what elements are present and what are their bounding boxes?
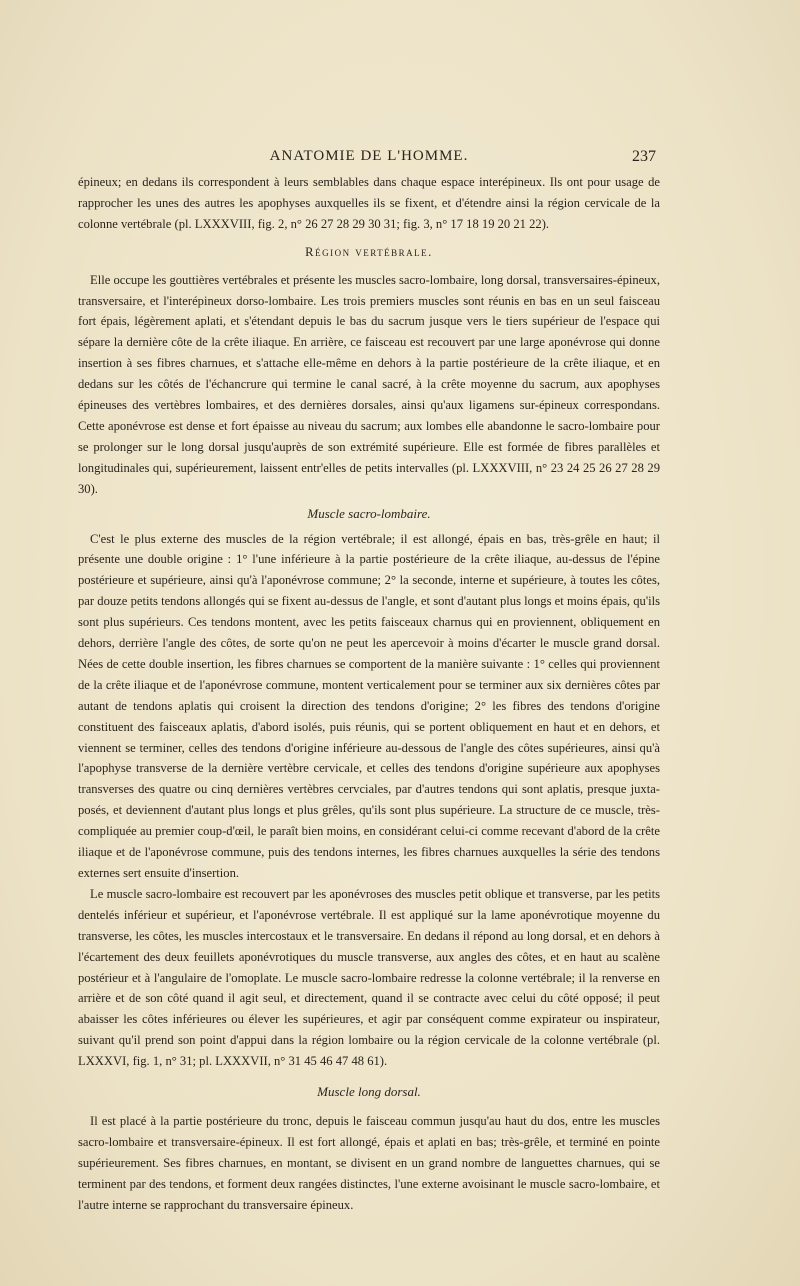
paragraph-intro: épineux; en dedans ils correspondent à leurs semblables dans chaque espace interépineux. Ils ont pour usage de rapprocher les unes des autres les apophyses auxquelles ils se fixent, et d'étendre ainsi la région cervicale de la colonne vertébrale (pl. LXXXVIII, fig. 2, n° 26 27 28 29 30 31; fig. 3, n° 17 18 19 20 21 22). [78, 175, 660, 231]
paragraph: C'est le plus externe des muscles de la région vertébrale; il est allongé, épais en bas, très-grêle en haut; il présente une double origine : 1° l'une inférieure à la partie postérieure de la crête iliaque, au-dessus de l'épine postérieure et supérieure, ainsi qu'à l'aponévrose commune; 2° la seconde, interne et supérieure, à toutes les côtes, par douze petits tendons allongés qui se fixent au-dessus de l'angle, et sont d'autant plus longs et moins épais, qu'ils sont plus supérieurs. Ces tendons montent, avec les petits faisceaux charnus qui en proviennent, obliquement en dehors, derrière l'angle des côtes, de sorte qu'on ne peut les apercevoir à moins d'écarter le muscle grand dorsal. Nées de cette double insertion, les fibres charnues se comportent de la manière suivante : 1° celles qui proviennent de la crête iliaque et de l'aponévrose commune, montent verticalement pour se terminer aux six dernières côtes par autant de tendons aplatis qui croisent la direction des tendons d'origine; 2° les fibres des tendons d'origine constituent des faisceaux aplatis, d'abord isolés, puis réunis, qui se portent obliquement en haut et en dehors, et viennent se terminer, celles des tendons d'origine inférieure au-dessous de l'angle des côtes supérieures, ainsi qu'à l'apophyse transverse de la dernière vertèbre cervicale, et celles des tendons d'origine supérieure aux apophyses transverses des quatre ou cinq dernières vertèbres cervciales, par d'autres tendons qui sont aplatis, presque juxta-posés, et deviennent d'autant plus longs et plus grêles, qu'ils sont plus supérieure. La structure de ce muscle, très-compliquée au premier coup-d'œil, le paraît bien moins, en considérant celui-ci comme recevant d'abord de la crête iliaque et de l'aponévrose commune, puis des tendons internes, les fibres charnues auxquelles la série des tendons externes sert ensuite d'insertion. [78, 531, 660, 880]
paragraph: Elle occupe les gouttières vertébrales et présente les muscles sacro-lombaire, long dorsal, transversaires-épineux, transversaire, et l'interépineux dorso-lombaire. Les trois premiers muscles sont réunis en bas en un seul faisceau fort épais, légèrement aplati, et s'étendant depuis le bas du sacrum jusque vers le tiers supérieur de l'espace qui sépare la dernière côte de la crête iliaque. En arrière, ce faisceau est recouvert par une large aponévrose qui donne insertion à ses fibres charnues, et s'attache elle-même en dehors à la partie postérieure de la crête iliaque, et en dedans sur les côtés de l'échancrure qui termine le canal sacré, à la crête moyenne du sacrum, aux apophyses épineuses des vertèbres lombaires, et des dernières dorsales, ainsi qu'aux ligamens sur-épineux correspondans. Cette aponévrose est dense et fort épaisse au niveau du sacrum; aux lombes elle abandonne le sacro-lombaire pour se prolonger sur le long dorsal jusqu'auprès de son extrémité supérieure. Elle est formée de fibres parallèles et longitudinales qui, supérieurement, laissent entr'elles de petits intervalles (pl. LXXXVIII, n° 23 24 25 26 27 28 29 30). [78, 272, 660, 496]
body-text [78, 172, 660, 1216]
running-title: ANATOMIE DE L'HOMME. [269, 148, 469, 164]
section-heading: Région vertébrale. [305, 244, 433, 259]
page-number: 237 [632, 148, 656, 165]
subsection-heading: Muscle long dorsal. [317, 1084, 421, 1100]
page-header [78, 148, 660, 170]
subsection-heading: Muscle sacro-lombaire. [307, 505, 431, 521]
paragraph: Le muscle sacro-lombaire est recouvert par les aponévroses des muscles petit oblique et transverse, par les petits dentelés inférieur et supérieur, et l'aponévrose vertébrale. Il est appliqué sur la lame aponévrotique moyenne du transverse, les côtes, les muscles intercostaux et le transversaire. En dedans il répond au long dorsal, et en dehors à l'écartement des deux feuillets aponévrotiques du muscle transverse, aux angles des côtes, et en haut au scalène postérieur et à l'angulaire de l'omoplate. Le muscle sacro-lombaire redresse la colonne vertébrale; il la renverse en arrière et de son côté quand il agit seul, et directement, quand il se contracte avec celui du côté opposé; il peut abaisser les côtes inférieures ou élever les supérieures, et agir par conséquent comme expirateur ou inspirateur, suivant qu'il prend son point d'appui dans la région lombaire ou la région cervicale de la colonne vertébrale (pl. LXXXVI, fig. 1, n° 31; pl. LXXXVII, n° 31 45 46 47 48 61). [78, 886, 660, 1069]
paragraph: Il est placé à la partie postérieure du tronc, depuis le faisceau commun jusqu'au haut du dos, entre les muscles sacro-lombaire et transversaire-épineux. Il est fort allongé, épais et aplati en bas; très-grêle, et terminé en pointe supérieurement. Ses fibres charnues, en montant, se divisent en un grand nombre de languettes charnues, qui se terminent par des tendons, et forment deux rangées distinctes, l'une externe avoisinant le muscle sacro-lombaire, et l'autre interne se rapprochant du transversaire épineux. [78, 1113, 660, 1212]
